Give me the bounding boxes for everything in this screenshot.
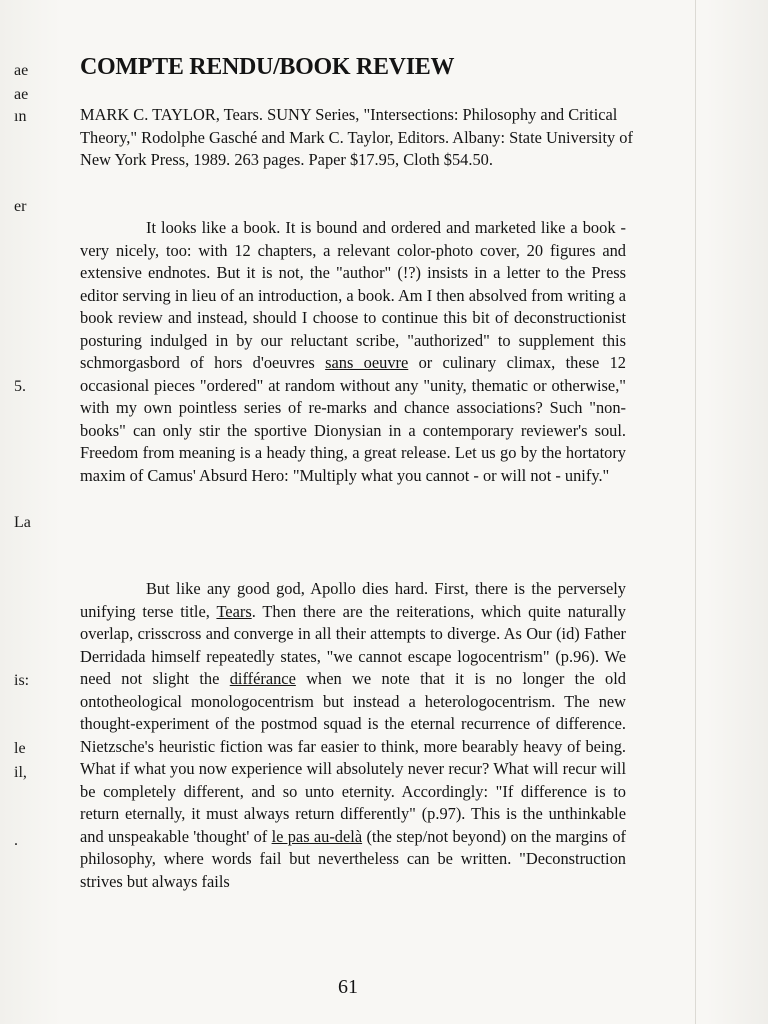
review-paragraph	[80, 217, 626, 487]
underlined-phrase: sans oeuvre	[325, 353, 409, 372]
paragraph-text: It looks like a book. It is bound and ordered and marketed like a book - very nicely, too: with 12 chapters, a relevant color-photo cover, 20 figures and extensive endnotes. But it is not, the "author" (!?) insists in a letter to the Press editor serving in lieu of an introduction, a book. Am I then absolved from writing a book review and instead, should I choose to continue this bit of deconstructionist posturing indulged in by our reluctant scribe, "authorized" to supplement this schmorgasbord of hors d'oeuvres	[80, 218, 626, 372]
margin-fragment: La	[14, 514, 31, 531]
margin-fragment: .	[14, 832, 18, 849]
underlined-phrase: le pas au-delà	[271, 826, 363, 846]
page-number: 61	[338, 976, 358, 998]
page-edge-line	[695, 0, 696, 1024]
margin-fragment: er	[14, 198, 27, 215]
paragraph-text: or culinary climax, these 12 occasional pieces "ordered" at random without any "unity, thematic or otherwise," with my own pointless series of re-marks and chance associations? Such "non-books" can only stir the sportive Dionysian in a contemporary reviewer's soul. Freedom from meaning is a heady thing, a great release. Let us go by the hortatory maxim of Camus' Absurd Hero: "Multiply what you cannot - or will not - unify."	[80, 353, 626, 485]
margin-fragment: ae	[14, 86, 29, 103]
margin-fragment: il,	[14, 764, 27, 781]
page-title: COMPTE RENDU/BOOK REVIEW	[80, 54, 455, 80]
margin-fragment: ae	[14, 62, 29, 79]
margin-fragment: 5.	[14, 378, 26, 395]
margin-fragment: ın	[14, 108, 27, 125]
underlined-title: Tears	[216, 601, 252, 621]
margin-fragment: is:	[14, 672, 30, 689]
underlined-term: différance	[229, 669, 296, 688]
paragraph-text: But like any good god, Apollo dies hard. First, there is the perversely unifying terse title,	[80, 579, 626, 621]
review-paragraph	[80, 578, 626, 893]
margin-fragment: le	[14, 740, 26, 757]
paragraph-text: (the step/not beyond) on the margins of philosophy, where words fail but nevertheless can be written. "Deconstruction strives but always fails	[80, 826, 626, 891]
paragraph-text: . Then there are the reiterations, which quite naturally overlap, crisscross and converge in all their attempts to diverge. As Our (id) Father Derridada himself repeatedly states, "we cannot escape logocentrism" (p.96). We need not slight the	[80, 601, 626, 688]
paragraph-text: when we note that it is no longer the old ontotheological monologocentrism but instead a heterologocentrism. The new thought-experiment of the postmod squad is the eternal recurrence of difference. Nietzsche's heuristic fiction was far easier to think, more bearably heavy of being. What if what you now experience will absolutely never recur? What will recur will be completely different, and so unto eternity. Accordingly: "If difference is to return eternally, it must always return differently" (p.97). This is the unthinkable and unspeakable 'thought' of	[80, 669, 626, 846]
book-citation: MARK C. TAYLOR, Tears. SUNY Series, "Intersections: Philosophy and Critical Theory," Rodolphe Gasché and Mark C. Taylor, Editors. Albany: State University of New York Press, 1989. 263 pages. Paper $17.95, Cloth $54.50.	[80, 105, 633, 169]
